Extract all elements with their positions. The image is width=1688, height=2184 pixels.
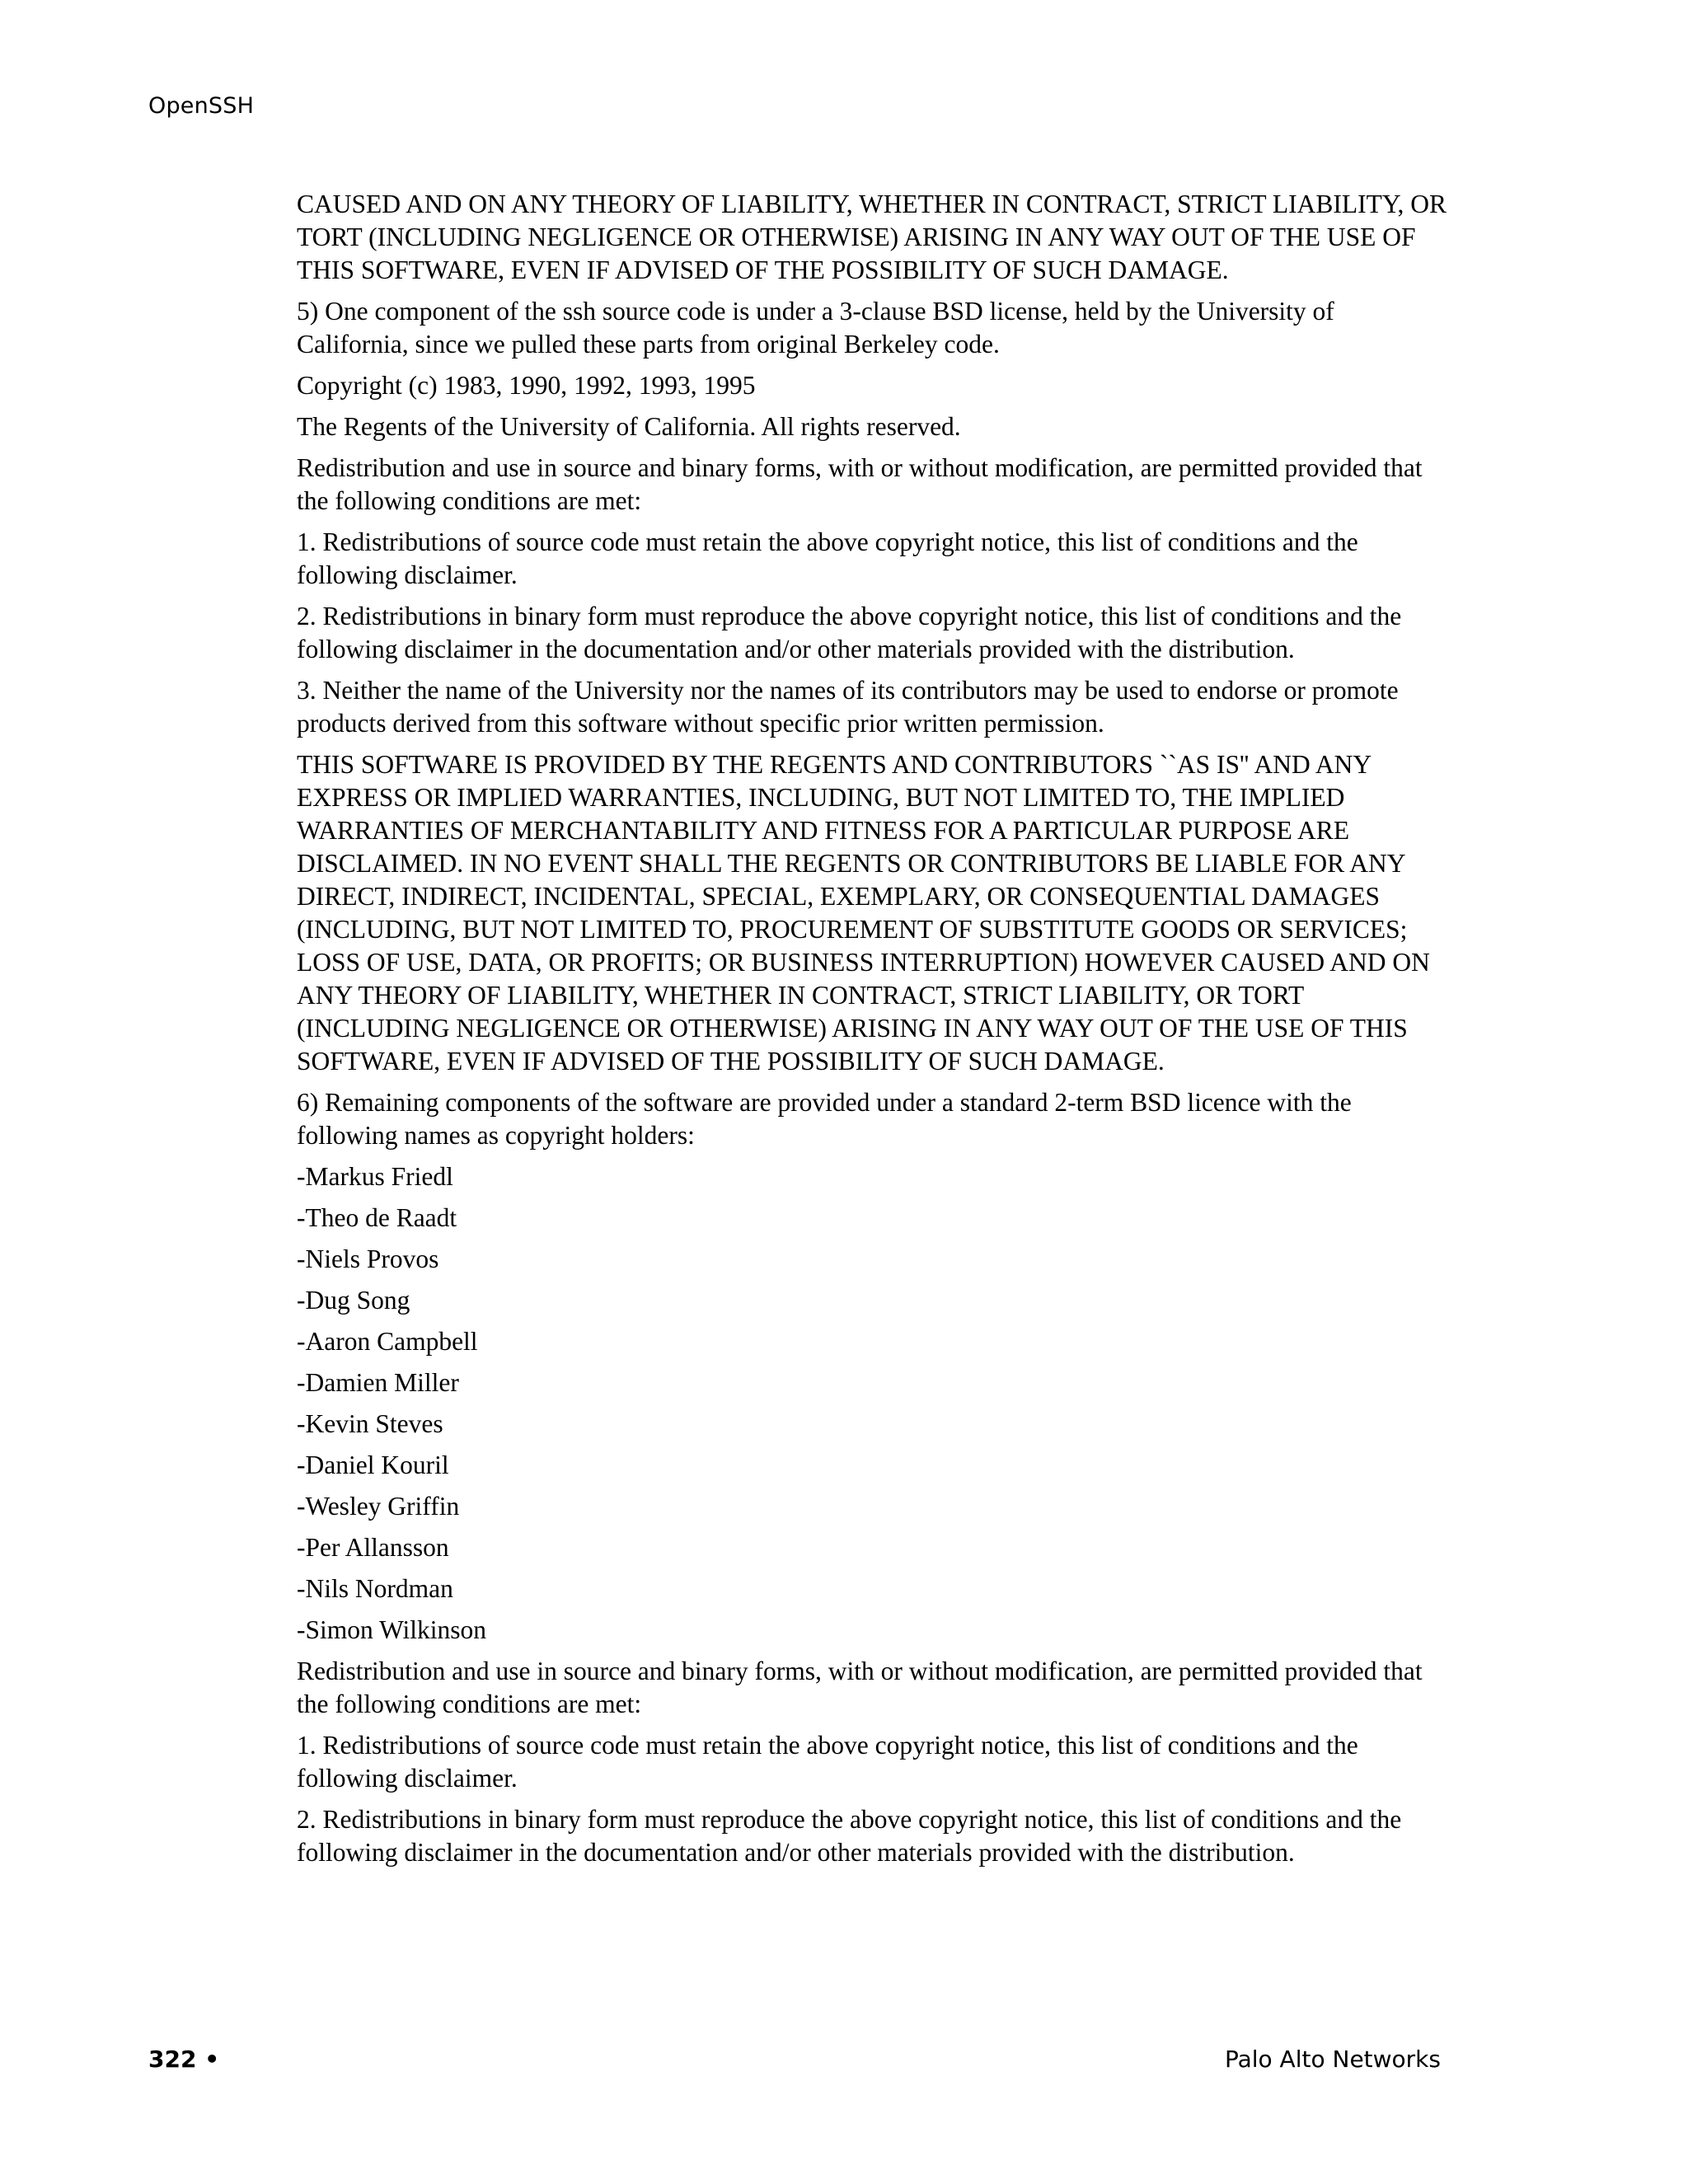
copyright-holder: -Dug Song [297, 1286, 410, 1315]
paragraph: 3. Neither the name of the University nor the names of its contributors may be used to endorse or promote products derived from this software without specific prior written permission. [297, 676, 1399, 738]
paragraph: 2. Redistributions in binary form must reproduce the above copyright notice, this list of conditions and the following disclaimer in the documentation and/or other materials provided with the distribution. [297, 1805, 1402, 1867]
paragraph: Redistribution and use in source and binary forms, with or without modification, are permitted provided that the following conditions are met: [297, 453, 1423, 515]
paragraph: 1. Redistributions of source code must retain the above copyright notice, this list of conditions and the following disclaimer. [297, 527, 1358, 589]
copyright-holder: -Simon Wilkinson [297, 1615, 487, 1644]
copyright-holder: -Damien Miller [297, 1368, 459, 1397]
copyright-holder: -Theo de Raadt [297, 1203, 457, 1232]
copyright-holder: -Nils Nordman [297, 1574, 453, 1603]
copyright-holder: -Aaron Campbell [297, 1327, 478, 1356]
paragraph: THIS SOFTWARE IS PROVIDED BY THE REGENTS AND CONTRIBUTORS ``AS IS'' AND ANY EXPRESS OR IMPLIED WARRANTIES, INCLUDING, BUT NOT LIMITED TO, THE IMPLIED WARRANTIES OF MERCHANTABILITY AND FITNESS FOR A PARTICULAR PURPOSE ARE DISCLAIMED. IN NO EVENT SHALL THE REGENTS OR CONTRIBUTORS BE LIABLE FOR ANY DIRECT, INDIRECT, INCIDENTAL, SPECIAL, EXEMPLARY, OR CONSEQUENTIAL DAMAGES (INCLUDING, BUT NOT LIMITED TO, PROCUREMENT OF SUBSTITUTE GOODS OR SERVICES; LOSS OF USE, DATA, OR PROFITS; OR BUSINESS INTERRUPTION) HOWEVER CAUSED AND ON ANY THEORY OF LIABILITY, WHETHER IN CONTRACT, STRICT LIABILITY, OR TORT (INCLUDING NEGLIGENCE OR OTHERWISE) ARISING IN ANY WAY OUT OF THE USE OF THIS SOFTWARE, EVEN IF ADVISED OF THE POSSIBILITY OF SUCH DAMAGE. [297, 750, 1430, 1076]
paragraph: The Regents of the University of California. All rights reserved. [297, 412, 961, 441]
copyright-holder: -Kevin Steves [297, 1409, 443, 1438]
footer-company: Palo Alto Networks [1224, 2046, 1441, 2073]
copyright-holder: -Daniel Kouril [297, 1451, 449, 1479]
paragraph: 5) One component of the ssh source code is under a 3-clause BSD license, held by the University of California, since we pulled these parts from original Berkeley code. [297, 297, 1334, 359]
paragraph: 6) Remaining components of the software are provided under a standard 2-term BSD licence with the following names as copyright holders: [297, 1088, 1352, 1150]
copyright-holder: -Markus Friedl [297, 1162, 453, 1191]
running-header: OpenSSH [148, 93, 255, 119]
paragraph: CAUSED AND ON ANY THEORY OF LIABILITY, WHETHER IN CONTRACT, STRICT LIABILITY, OR TORT (INCLUDING NEGLIGENCE OR OTHERWISE) ARISING IN ANY WAY OUT OF THE USE OF THIS SOFTWARE, EVEN IF ADVISED OF THE POSSIBILITY OF SUCH DAMAGE. [297, 190, 1447, 284]
page-body [297, 188, 1451, 1877]
paragraph: Redistribution and use in source and binary forms, with or without modification, are permitted provided that the following conditions are met: [297, 1657, 1423, 1718]
paragraph: 1. Redistributions of source code must retain the above copyright notice, this list of conditions and the following disclaimer. [297, 1731, 1358, 1793]
paragraph: Copyright (c) 1983, 1990, 1992, 1993, 1995 [297, 371, 756, 400]
copyright-holder: -Niels Provos [297, 1244, 439, 1273]
copyright-holder: -Per Allansson [297, 1533, 449, 1562]
copyright-holder: -Wesley Griffin [297, 1492, 460, 1521]
page-number: 322 • [148, 2046, 220, 2073]
paragraph: 2. Redistributions in binary form must reproduce the above copyright notice, this list of conditions and the following disclaimer in the documentation and/or other materials provided with the distribution. [297, 602, 1402, 663]
